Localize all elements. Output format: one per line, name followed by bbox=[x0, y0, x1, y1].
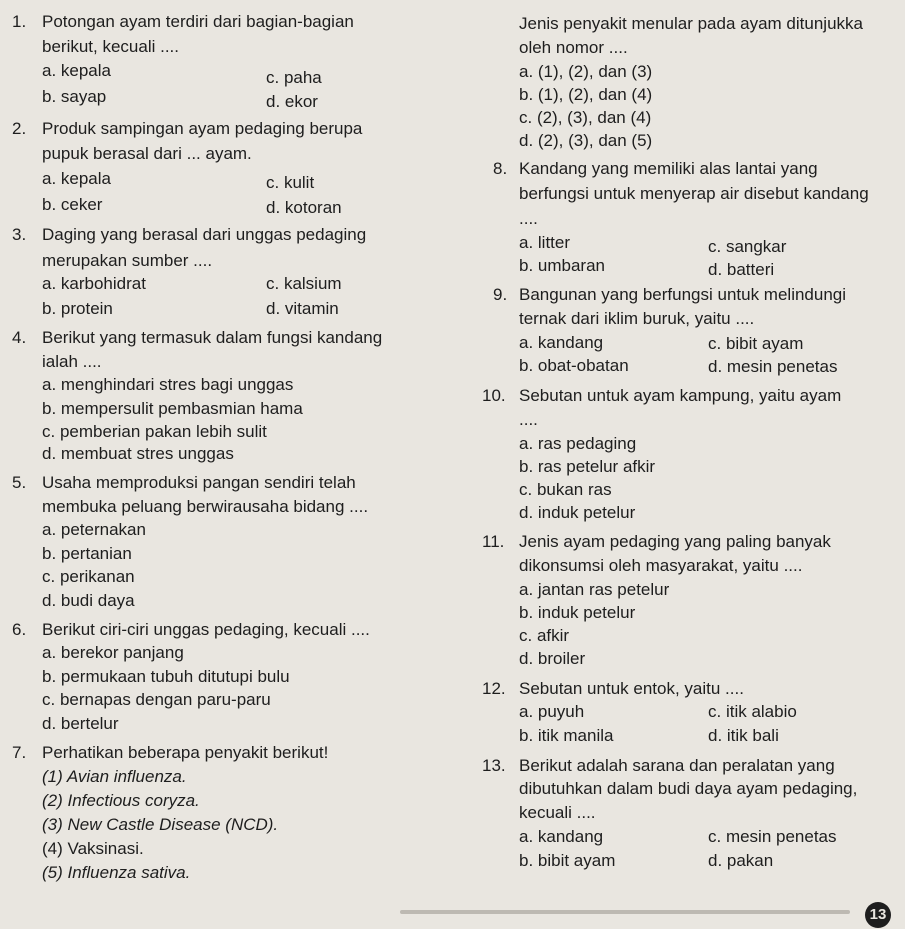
q12-option-a: a. puyuh bbox=[519, 702, 585, 721]
q7-number: 7. bbox=[12, 743, 27, 762]
q11-option-a: a. jantan ras petelur bbox=[519, 580, 670, 599]
q10-number: 10. bbox=[482, 386, 506, 405]
q1-option-a: a. kepala bbox=[42, 61, 111, 80]
q7-text-line1: Perhatikan beberapa penyakit berikut! bbox=[42, 743, 329, 762]
q3-text-line2: merupakan sumber .... bbox=[42, 251, 213, 270]
q2-text-line1: Produk sampingan ayam pedaging berupa bbox=[42, 119, 363, 138]
q11-text-line2: dikonsumsi oleh masyarakat, yaitu .... bbox=[519, 556, 803, 575]
q11-text-line1: Jenis ayam pedaging yang paling banyak bbox=[519, 532, 831, 551]
q13-option-b: b. bibit ayam bbox=[519, 851, 616, 870]
q8-text-line3: .... bbox=[519, 209, 538, 228]
q9-option-a: a. kandang bbox=[519, 333, 604, 352]
q12-option-b: b. itik manila bbox=[519, 726, 614, 745]
q8-option-a: a. litter bbox=[519, 233, 571, 252]
q10-text-line2: .... bbox=[519, 410, 538, 429]
q7-disease-item-2: (2) Infectious coryza. bbox=[42, 791, 200, 810]
q9-text-line1: Bangunan yang berfungsi untuk melindungi bbox=[519, 285, 847, 304]
q3-number: 3. bbox=[12, 225, 27, 244]
q4-option-a: a. menghindari stres bagi unggas bbox=[42, 375, 294, 394]
q3-option-d: d. vitamin bbox=[266, 299, 339, 318]
q7-disease-item-5: (5) Influenza sativa. bbox=[42, 863, 191, 882]
q10-text-line1: Sebutan untuk ayam kampung, yaitu ayam bbox=[519, 386, 842, 405]
q4-option-c: c. pemberian pakan lebih sulit bbox=[42, 422, 267, 441]
q9-text-line2: ternak dari iklim buruk, yaitu .... bbox=[519, 309, 755, 328]
q10-option-c: c. bukan ras bbox=[519, 480, 612, 499]
q7-disease-item-4: (4) Vaksinasi. bbox=[42, 839, 144, 858]
q1-option-b: b. sayap bbox=[42, 87, 107, 106]
q6-option-a: a. berekor panjang bbox=[42, 643, 184, 662]
q1-option-d: d. ekor bbox=[266, 92, 318, 111]
q8-option-d: d. batteri bbox=[708, 260, 775, 279]
q12-number: 12. bbox=[482, 679, 506, 698]
q13-number: 13. bbox=[482, 756, 506, 775]
q7-option-d: d. (2), (3), dan (5) bbox=[519, 131, 653, 150]
q5-option-b: b. pertanian bbox=[42, 544, 132, 563]
q4-option-b: b. mempersulit pembasmian hama bbox=[42, 399, 303, 418]
q1-number: 1. bbox=[12, 12, 27, 31]
q11-option-d: d. broiler bbox=[519, 649, 586, 668]
q5-option-a: a. peternakan bbox=[42, 520, 146, 539]
q9-option-c: c. bibit ayam bbox=[708, 334, 804, 353]
q13-option-a: a. kandang bbox=[519, 827, 604, 846]
q5-option-d: d. budi daya bbox=[42, 591, 135, 610]
q12-text-line1: Sebutan untuk entok, yaitu .... bbox=[519, 679, 744, 698]
q6-number: 6. bbox=[12, 620, 27, 639]
q2-option-c: c. kulit bbox=[266, 173, 315, 192]
q3-option-b: b. protein bbox=[42, 299, 113, 318]
q11-number: 11. bbox=[482, 532, 505, 551]
q10-option-b: b. ras petelur afkir bbox=[519, 457, 656, 476]
q5-text-line1: Usaha memproduksi pangan sendiri telah bbox=[42, 473, 356, 492]
footer-divider bbox=[400, 910, 850, 914]
q11-option-c: c. afkir bbox=[519, 626, 570, 645]
q13-option-c: c. mesin penetas bbox=[708, 827, 837, 846]
q4-number: 4. bbox=[12, 328, 27, 347]
q2-option-d: d. kotoran bbox=[266, 198, 342, 217]
q9-option-d: d. mesin penetas bbox=[708, 357, 838, 376]
q2-option-a: a. kepala bbox=[42, 169, 111, 188]
q7-disease-item-3: (3) New Castle Disease (NCD). bbox=[42, 815, 279, 834]
q3-option-a: a. karbohidrat bbox=[42, 274, 146, 293]
q7-stem-line2: oleh nomor .... bbox=[519, 38, 628, 57]
q12-option-d: d. itik bali bbox=[708, 726, 779, 745]
q5-option-c: c. perikanan bbox=[42, 567, 135, 586]
q5-text-line2: membuka peluang berwirausaha bidang .... bbox=[42, 497, 369, 516]
q13-option-d: d. pakan bbox=[708, 851, 774, 870]
q1-option-c: c. paha bbox=[266, 68, 322, 87]
q1-text-line2: berikut, kecuali .... bbox=[42, 37, 180, 56]
q5-number: 5. bbox=[12, 473, 27, 492]
q9-option-b: b. obat-obatan bbox=[519, 356, 629, 375]
q2-text-line2: pupuk berasal dari ... ayam. bbox=[42, 144, 252, 163]
q4-option-d: d. membuat stres unggas bbox=[42, 444, 234, 463]
q8-option-c: c. sangkar bbox=[708, 237, 787, 256]
q11-option-b: b. induk petelur bbox=[519, 603, 636, 622]
q13-text-line3: kecuali .... bbox=[519, 803, 596, 822]
q6-text-line1: Berikut ciri-ciri unggas pedaging, kecuali .... bbox=[42, 620, 370, 639]
q1-text-line1: Potongan ayam terdiri dari bagian-bagian bbox=[42, 12, 354, 31]
q6-option-c: c. bernapas dengan paru-paru bbox=[42, 690, 271, 709]
q8-text-line2: berfungsi untuk menyerap air disebut kandang bbox=[519, 184, 869, 203]
q10-option-a: a. ras pedaging bbox=[519, 434, 637, 453]
q7-stem-line1: Jenis penyakit menular pada ayam ditunjukka bbox=[519, 14, 863, 33]
q4-text-line1: Berikut yang termasuk dalam fungsi kandang bbox=[42, 328, 383, 347]
q8-option-b: b. umbaran bbox=[519, 256, 605, 275]
q2-number: 2. bbox=[12, 119, 27, 138]
q7-option-b: b. (1), (2), dan (4) bbox=[519, 85, 653, 104]
q7-disease-item-1: (1) Avian influenza. bbox=[42, 767, 187, 786]
page-number: 13 bbox=[865, 902, 891, 928]
q13-text-line2: dibutuhkan dalam budi daya ayam pedaging, bbox=[519, 779, 858, 798]
q10-option-d: d. induk petelur bbox=[519, 503, 636, 522]
q6-option-d: d. bertelur bbox=[42, 714, 119, 733]
q4-text-line2: ialah .... bbox=[42, 352, 102, 371]
q9-number: 9. bbox=[493, 285, 508, 304]
q8-number: 8. bbox=[493, 159, 508, 178]
q3-option-c: c. kalsium bbox=[266, 274, 342, 293]
q6-option-b: b. permukaan tubuh ditutupi bulu bbox=[42, 667, 290, 686]
q3-text-line1: Daging yang berasal dari unggas pedaging bbox=[42, 225, 367, 244]
q8-text-line1: Kandang yang memiliki alas lantai yang bbox=[519, 159, 818, 178]
q12-option-c: c. itik alabio bbox=[708, 702, 797, 721]
q2-option-b: b. ceker bbox=[42, 195, 103, 214]
q7-option-a: a. (1), (2), dan (3) bbox=[519, 62, 653, 81]
q7-option-c: c. (2), (3), dan (4) bbox=[519, 108, 652, 127]
q13-text-line1: Berikut adalah sarana dan peralatan yang bbox=[519, 756, 835, 775]
